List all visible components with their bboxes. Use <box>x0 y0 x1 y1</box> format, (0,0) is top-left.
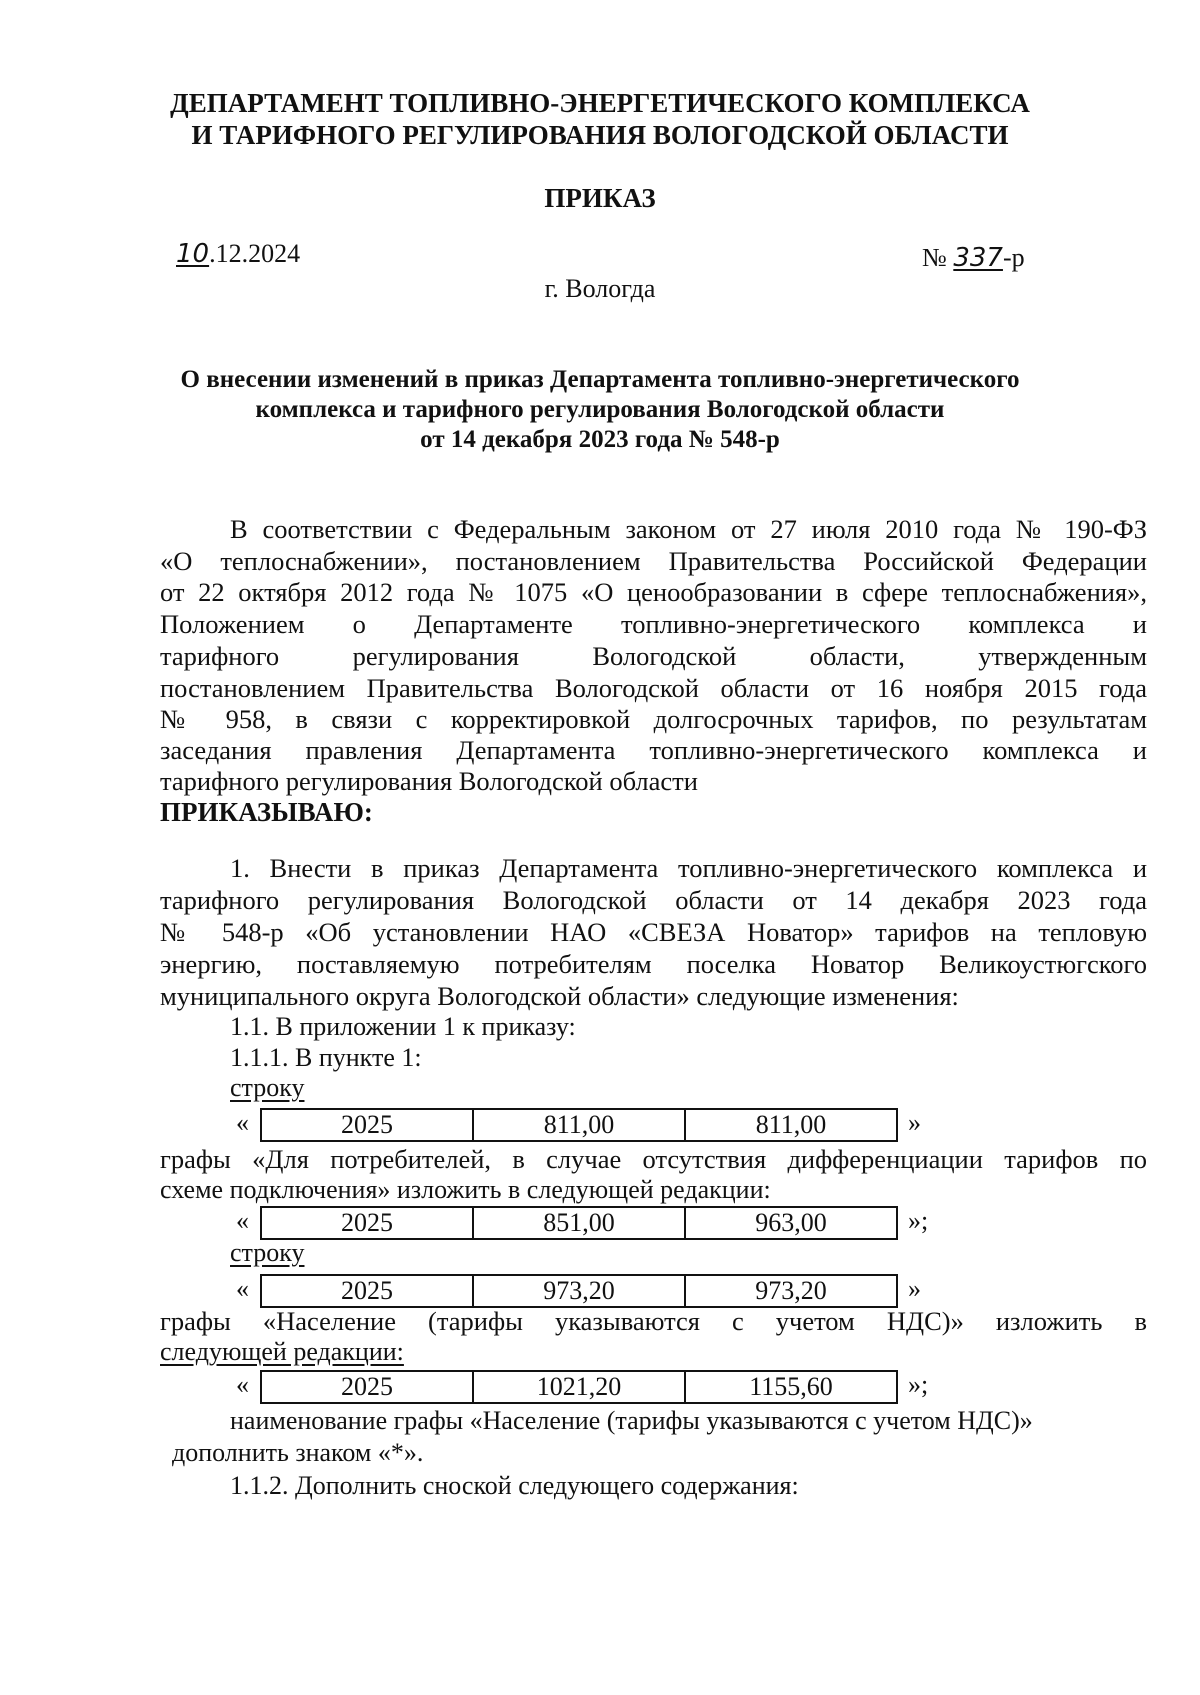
item-1-line: 1. Внести в приказ Департамента топливно-энергетического комплекса и <box>230 853 1147 883</box>
preamble-line: В соответствии с Федеральным законом от 27 июля 2010 года № 190-ФЗ <box>230 514 1147 544</box>
preamble-line: тарифного регулирования Вологодской области, утвержденным <box>160 641 1147 671</box>
paragraph-line: следующей редакции: <box>160 1337 404 1366</box>
stroku-label-2: строку <box>230 1238 305 1267</box>
cell-value-2: 1155,60 <box>749 1372 833 1401</box>
row-cells <box>260 1274 898 1308</box>
quote-open: « <box>236 1274 249 1303</box>
cell-value-2: 973,20 <box>755 1276 827 1305</box>
preamble-line: постановлением Правительства Вологодской области от 16 ноября 2015 года <box>160 673 1147 703</box>
paragraph-line: дополнить знаком «*». <box>172 1438 424 1467</box>
title-line-2: комплекса и тарифного регулирования Вологодской области <box>255 396 945 423</box>
cell-value-1: 1021,20 <box>474 1372 686 1402</box>
city: г. Вологда <box>544 274 656 303</box>
preamble-line: Положением о Департаменте топливно-энергетического комплекса и <box>160 609 1147 639</box>
cell-year: 2025 <box>262 1276 474 1306</box>
cell-value-1: 973,20 <box>474 1276 686 1306</box>
quote-open: « <box>236 1206 249 1235</box>
quote-close: »; <box>908 1206 929 1235</box>
quote-open: « <box>236 1370 249 1399</box>
order-word: ПРИКАЗЫВАЮ: <box>160 797 373 827</box>
item-1-line: тарифного регулирования Вологодской области от 14 декабря 2023 года <box>160 885 1147 915</box>
department-name-line-1: ДЕПАРТАМЕНТ ТОПЛИВНО-ЭНЕРГЕТИЧЕСКОГО КОМПЛЕКСА <box>170 88 1030 118</box>
date-month-year: .12.2024 <box>209 239 301 268</box>
number-suffix: -р <box>1002 243 1025 272</box>
cell-year: 2025 <box>262 1110 474 1140</box>
quote-open: « <box>236 1108 249 1137</box>
title-line-1: О внесении изменений в приказ Департамента топливно-энергетического <box>180 366 1020 393</box>
document-number <box>922 243 1025 273</box>
document-type: ПРИКАЗ <box>544 183 656 213</box>
stroku-label-1: строку <box>230 1073 305 1102</box>
item-1-line: муниципального округа Вологодской области» следующие изменения: <box>160 981 959 1011</box>
preamble-line: тарифного регулирования Вологодской области <box>160 766 698 796</box>
item-1-line: № 548-р «Об установлении НАО «СВЕЗА Новатор» тарифов на тепловую <box>160 917 1147 947</box>
preamble-line: № 958, в связи с корректировкой долгосрочных тарифов, по результатам <box>160 704 1147 734</box>
cell-value-1: 811,00 <box>474 1110 686 1140</box>
title-line-3: от 14 декабря 2023 года № 548-р <box>420 426 780 453</box>
cell-value-2: 963,00 <box>755 1208 827 1237</box>
preamble-line: заседания правления Департамента топливно-энергетического комплекса и <box>160 735 1147 765</box>
quote-close: » <box>908 1274 921 1303</box>
quote-close: » <box>908 1108 921 1137</box>
number-handwritten: 337 <box>953 243 1003 273</box>
item-1-1-2: 1.1.2. Дополнить сноской следующего содержания: <box>230 1471 799 1500</box>
cell-value-1: 851,00 <box>474 1208 686 1238</box>
row-cells <box>260 1370 898 1404</box>
document-date <box>176 239 300 269</box>
item-1-1-1: 1.1.1. В пункте 1: <box>230 1043 422 1072</box>
preamble-line: «О теплоснабжении», постановлением Правительства Российской Федерации <box>160 546 1147 576</box>
row-cells <box>260 1108 898 1142</box>
paragraph-line: схеме подключения» изложить в следующей редакции: <box>160 1175 771 1204</box>
number-prefix: № <box>922 243 954 272</box>
quote-close: »; <box>908 1370 929 1399</box>
cell-value-2: 811,00 <box>755 1110 827 1139</box>
cell-year: 2025 <box>262 1372 474 1402</box>
paragraph-line: графы «Население (тарифы указываются с учетом НДС)» изложить в <box>160 1306 1147 1336</box>
preamble-line: от 22 октября 2012 года № 1075 «О ценообразовании в сфере теплоснабжения», <box>160 577 1147 607</box>
cell-year: 2025 <box>262 1208 474 1238</box>
row-cells <box>260 1206 898 1240</box>
department-name-line-2: И ТАРИФНОГО РЕГУЛИРОВАНИЯ ВОЛОГОДСКОЙ ОБЛАСТИ <box>191 120 1009 150</box>
paragraph-line: графы «Для потребителей, в случае отсутствия дифференциации тарифов по <box>160 1144 1147 1174</box>
item-1-1: 1.1. В приложении 1 к приказу: <box>230 1012 576 1041</box>
date-day-handwritten: 10 <box>176 239 210 269</box>
item-1-line: энергию, поставляемую потребителям поселка Новатор Великоустюгского <box>160 949 1147 979</box>
paragraph-line: наименование графы «Население (тарифы указываются с учетом НДС)» <box>230 1406 1033 1435</box>
